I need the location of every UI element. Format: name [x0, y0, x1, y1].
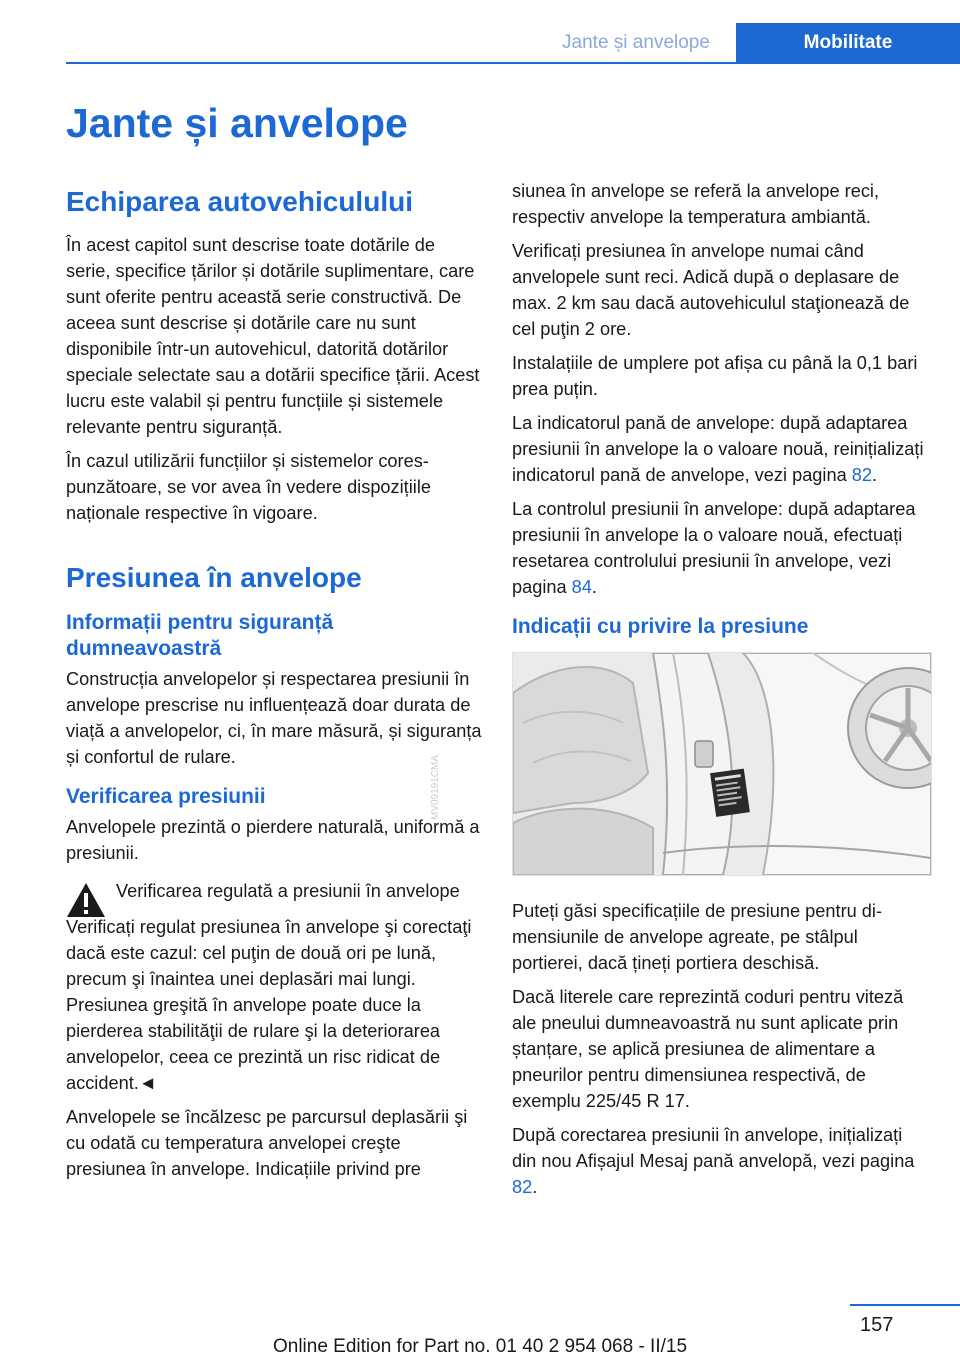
flat-indicator-end: . [871, 465, 878, 485]
header-chapter-tab[interactable]: Mobilitate [736, 23, 960, 62]
page-link-84[interactable]: 84 [571, 577, 592, 597]
paragraph-speed-codes: Dacă literele care reprezintă coduri pentru viteză ale pneului dumneavoastră nu sunt aplicate prin ștanțare, se aplică presiunea de alimentare a pneurilor pentru dimensiunea respectivă, de exemplu 225/45 R 17. [512, 987, 904, 1111]
paragraph-spec-location: Puteți găsi specificațiile de presiune pentru dimensiunile de anvelope agreate, pe stâlpul portierei, dacă țineți portiera deschisă. [512, 901, 883, 973]
pressure-control-text: La controlul presiunii în anvelope: după adaptarea presiunii în anvelope la o valoare nouă, efectuați resetarea controlului presiunii în anvelope, vezi pagina [512, 499, 916, 597]
paragraph-pressure-loss: Anvelopele prezintă o pierdere naturală, uniformă a presiunii. [66, 817, 480, 863]
page-link-82[interactable]: 82 [851, 465, 872, 485]
heading-pressure-check: Verificarea presiunii [66, 785, 266, 808]
after-correction-end: . [532, 1177, 538, 1197]
figure-code: MV09191CMA [430, 754, 441, 820]
header-section-tab[interactable]: Jante și anvelope [562, 32, 710, 53]
door-pillar-illustration [512, 652, 932, 876]
heading-tire-pressure: Presiunea în anvelope [66, 562, 362, 593]
page-number-rule [850, 1304, 960, 1306]
footer-edition: Online Edition for Part no. 01 40 2 954 068 - II/15 [272, 1336, 688, 1357]
paragraph-tire-heating: Anvelopele se încălzesc pe parcursul deplasării şi cu odată cu temperatura anvelopei creşte presiunea în anvelope. Indicațiile privind pre [66, 1107, 468, 1179]
paragraph-pressure-control [512, 496, 930, 600]
warning-note [66, 878, 484, 904]
paragraph-regular-check: Verificați regulat presiunea în anvelope şi corectaţi dacă este cazul: cel puţin de două ori pe lună, precum şi înaintea unei deplasări mai lungi. Presiunea greşită în anvelope poate duce la pierderea stabilităţii de rulare şi la deteriorarea anvelopelor, ceea ce prezintă un risc ridicat de accident.◄ [66, 917, 472, 1093]
paragraph-safety: Construcția anvelopelor și respectarea presiunii în anvelope prescrise nu influențează doar durata de viață a anvelopelor, ci, în mare măsură, și siguranța și confortul de rulare. [66, 669, 482, 767]
door-pillar-drawing [513, 653, 931, 875]
paragraph-equipment-1: În acest capitol sunt descrise toate dotările de serie, specifice țărilor și dotările suplimentare, care sunt oferite pentru această serie constructivă. De aceea sunt descrise și dotările care nu sunt disponibile într-un autovehicul, datorită dotărilor speciale selectate sau a dotării specifice țării. Acest lucru este valabil și pentru funcțiile și sistemele relevante pentru siguranță. [66, 235, 480, 437]
paragraph-filling-devices: Instalațiile de umplere pot afișa cu până la 0,1 bari prea puțin. [512, 353, 918, 399]
pressure-control-end: . [591, 577, 597, 597]
right-column [512, 178, 930, 1208]
paragraph-cold-tires: siunea în anvelope se referă la anvelope reci, respectiv anvelope la temperatura ambiantă. [512, 181, 880, 227]
flat-indicator-text: La indicatorul pană de anvelope: după adaptarea presiunii în anvelope la o valoare nouă, reinițializați indicatorul pană de anvelope, vezi pagina [512, 413, 924, 485]
page-link-82-second[interactable]: 82 [512, 1177, 533, 1197]
paragraph-check-cold: Verificați presiunea în anvelope numai când anvelopele sunt reci. Adică după o deplasare de max. 2 km sau dacă autovehiculul staţionează de cel puţin 2 ore. [512, 241, 910, 339]
paragraph-flat-indicator [512, 410, 930, 488]
paragraph-equipment-2: În cazul utilizării funcțiilor și sistemelor corespunzătoare, se vor avea în vedere dispozițiile naționale respective în vigoare. [66, 451, 431, 523]
left-column [66, 178, 484, 1190]
heading-pressure-indications: Indicații cu privire la presiune [512, 615, 809, 638]
paragraph-after-correction [512, 1122, 930, 1200]
warning-text: Verificarea regulată a presiunii în anvelope [116, 881, 460, 901]
heading-safety-info: Informații pentru siguranță dumneavoastră [66, 611, 334, 660]
page-number: 157 [860, 1314, 894, 1336]
warning-icon [66, 882, 106, 918]
after-correction-text: După corectarea presiunii în anvelope, inițializați din nou Afișajul Mesaj pană anvelopă, vezi pagina [512, 1125, 915, 1171]
page-title: Jante și anvelope [66, 100, 408, 146]
heading-vehicle-equipment: Echiparea autovehiculului [66, 186, 413, 217]
